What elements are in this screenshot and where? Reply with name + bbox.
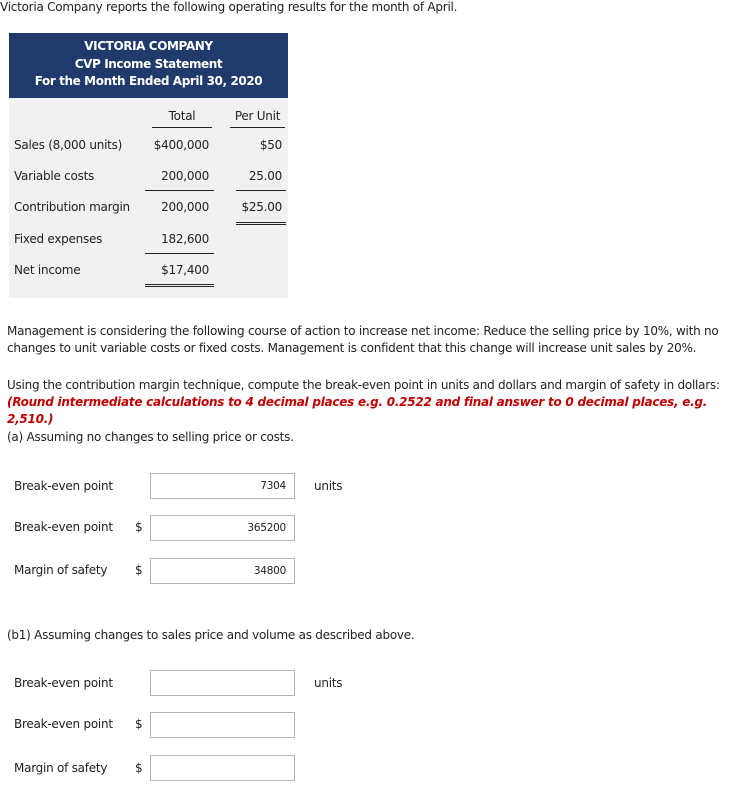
net-income-total: $17,400 xyxy=(161,263,209,277)
column-header-per-unit: Per Unit xyxy=(230,109,285,128)
underline-contribution-unit-1 xyxy=(236,222,286,223)
statement-header xyxy=(9,33,288,98)
sales-per-unit: $50 xyxy=(259,138,282,152)
part-a-bep-dollar-sign: $ xyxy=(135,520,143,534)
part-b1-bep-dollar-sign: $ xyxy=(135,717,143,731)
part-b1-bep-units-label: Break-even point xyxy=(14,676,113,690)
underline-net-income-1 xyxy=(145,284,214,285)
part-a-bep-units-input[interactable]: 7304 xyxy=(150,473,295,499)
underline-variable-unit xyxy=(236,190,286,191)
underline-contribution-unit-2 xyxy=(236,224,286,225)
statement-title: CVP Income Statement xyxy=(74,56,223,71)
part-a-units-label: units xyxy=(314,479,343,493)
part-b1-bep-dollars-input[interactable] xyxy=(150,712,295,738)
row-label-net-income: Net income xyxy=(14,263,81,277)
part-a-mos-label: Margin of safety xyxy=(14,563,108,577)
underline-fixed-total xyxy=(145,253,214,254)
instruction-paragraph xyxy=(7,377,749,428)
statement-period: For the Month Ended April 30, 2020 xyxy=(34,74,263,88)
row-label-variable-costs: Variable costs xyxy=(14,169,95,183)
column-header-total: Total xyxy=(152,109,212,128)
part-b1-bep-dollars-label: Break-even point xyxy=(14,717,113,731)
part-b1-mos-dollar-sign: $ xyxy=(135,761,143,775)
variable-costs-total: 200,000 xyxy=(161,169,209,183)
part-a-bep-units-label: Break-even point xyxy=(14,479,113,493)
underline-net-income-2 xyxy=(145,286,214,287)
part-a-mos-input[interactable]: 34800 xyxy=(150,558,295,584)
part-a-bep-dollars-label: Break-even point xyxy=(14,520,113,534)
part-b1-heading: (b1) Assuming changes to sales price and volume as described above. xyxy=(7,628,415,642)
part-b1-mos-label: Margin of safety xyxy=(14,761,108,775)
part-a-heading: (a) Assuming no changes to selling price or costs. xyxy=(7,430,294,444)
management-paragraph: Management is considering the following course of action to increase net income: Reduce the selling price by 10%, with no changes to unit variable costs or fixed costs. Management is confident that this change will increase unit sales by 20%. xyxy=(7,324,719,355)
row-label-fixed-expenses: Fixed expenses xyxy=(14,232,103,246)
contribution-margin-per-unit: $25.00 xyxy=(241,200,282,214)
underline-variable-total xyxy=(145,190,214,191)
instruction-text: Using the contribution margin technique, compute the break-even point in units and dollars and margin of safety in dollars: xyxy=(7,378,720,392)
part-b1-bep-units-input[interactable] xyxy=(150,670,295,696)
intro-text: Victoria Company reports the following operating results for the month of April. xyxy=(0,0,458,14)
part-b1-units-label: units xyxy=(314,676,343,690)
row-label-sales: Sales (8,000 units) xyxy=(14,138,123,152)
variable-costs-per-unit: 25.00 xyxy=(248,169,282,183)
part-b1-mos-input[interactable] xyxy=(150,755,295,781)
contribution-margin-total: 200,000 xyxy=(161,200,209,214)
rounding-note: (Round intermediate calculations to 4 decimal places e.g. 0.2522 and final answer to 0 decimal places, e.g. 2,510.) xyxy=(7,395,708,426)
row-label-contribution-margin: Contribution margin xyxy=(14,200,130,214)
sales-total: $400,000 xyxy=(153,138,209,152)
fixed-expenses-total: 182,600 xyxy=(161,232,209,246)
part-a-bep-dollars-input[interactable]: 365200 xyxy=(150,515,295,541)
company-name: VICTORIA COMPANY xyxy=(84,39,213,53)
part-a-mos-dollar-sign: $ xyxy=(135,563,143,577)
